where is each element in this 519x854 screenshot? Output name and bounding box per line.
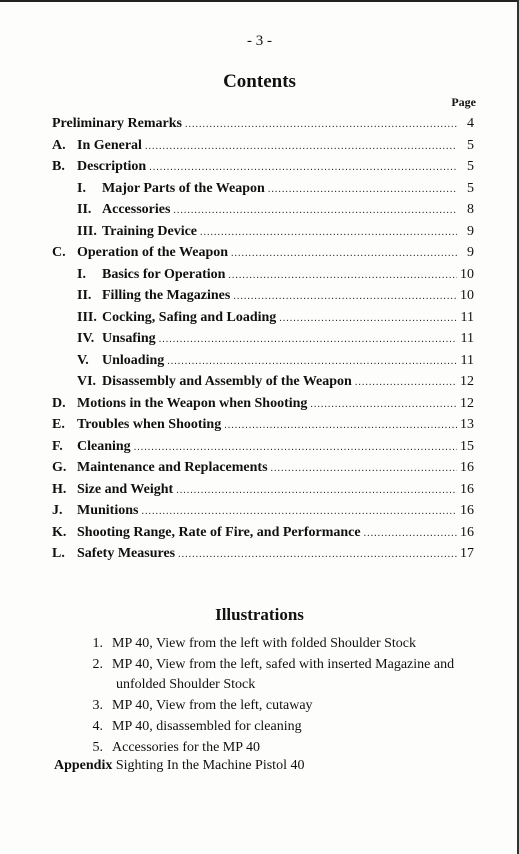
toc-entry-page: 10 [460, 266, 474, 282]
dot-leader [310, 396, 457, 412]
toc-entry-page: 11 [460, 352, 474, 368]
illustrations-list [70, 633, 490, 758]
toc-entry [52, 503, 474, 525]
illustration-item [70, 633, 490, 654]
toc-entry-letter: II. [77, 288, 92, 303]
appendix-text: Sighting In the Machine Pistol 40 [115, 758, 305, 773]
illustration-item [70, 737, 490, 758]
toc-entry-page: 9 [467, 223, 474, 239]
illustration-number: 4. [92, 719, 103, 734]
dot-leader [134, 439, 457, 455]
dot-leader [233, 288, 457, 304]
toc-entry-letter: B. [52, 159, 65, 174]
illustration-text: MP 40, View from the left with folded Shoulder Stock [112, 636, 417, 651]
toc-entry [52, 396, 474, 418]
illustration-item [70, 716, 490, 737]
toc-entry-letter: L. [52, 546, 65, 561]
dot-leader [185, 116, 457, 132]
page-number: - 3 - [247, 33, 272, 49]
toc-entry-letter: I. [77, 266, 86, 282]
toc-entry-label: Size and Weight [77, 481, 174, 497]
toc-entry-page: 12 [460, 395, 474, 411]
table-of-contents [52, 116, 474, 568]
toc-entry-letter: A. [52, 137, 66, 153]
toc-entry [52, 460, 474, 482]
toc-entry-label: Unsafing [102, 331, 156, 346]
dot-leader [173, 202, 457, 218]
toc-entry-page: 16 [460, 460, 474, 475]
toc-entry-label: Maintenance and Replacements [77, 460, 268, 475]
appendix-line [54, 758, 304, 774]
toc-entry-label: Basics for Operation [102, 266, 226, 282]
illustration-text-continued: unfolded Shoulder Stock [116, 677, 256, 692]
toc-entry-page: 12 [460, 374, 474, 389]
toc-entry-letter: IV. [77, 331, 95, 346]
dot-leader [231, 245, 457, 261]
toc-entry-label: Accessories [102, 202, 171, 217]
toc-entry-page: 16 [460, 481, 474, 497]
toc-entry-letter: D. [52, 395, 66, 411]
dot-leader [271, 460, 457, 476]
toc-entry [52, 417, 474, 439]
dot-leader [178, 546, 457, 562]
toc-entry-page: 11 [460, 331, 474, 346]
toc-entry-letter: III. [77, 223, 97, 239]
dot-leader [149, 159, 457, 175]
toc-entry-page: 10 [460, 288, 474, 303]
toc-entry-letter: H. [52, 481, 67, 497]
toc-entry [52, 181, 474, 203]
toc-entry-page: 5 [467, 180, 474, 196]
dot-leader [268, 181, 457, 197]
toc-entry [52, 310, 474, 332]
toc-entry-letter: C. [52, 245, 66, 260]
toc-entry-label: Major Parts of the Weapon [102, 180, 265, 196]
toc-entry [52, 546, 474, 568]
toc-entry-page: 9 [467, 245, 474, 260]
toc-entry-letter: K. [52, 524, 67, 540]
toc-entry-letter: III. [77, 309, 97, 325]
illustration-item [70, 654, 490, 675]
toc-entry-page: 17 [460, 546, 474, 561]
toc-entry-page: 8 [467, 202, 474, 217]
toc-entry-page: 5 [467, 159, 474, 174]
toc-entry [52, 138, 474, 160]
dot-leader [364, 525, 457, 541]
contents-title: Contents [223, 71, 296, 92]
toc-entry-letter: F. [52, 438, 63, 454]
toc-entry-letter: J. [52, 503, 63, 518]
toc-entry-label: Filling the Magazines [102, 288, 231, 303]
toc-entry-label: Motions in the Weapon when Shooting [77, 395, 308, 411]
appendix-label: Appendix [54, 758, 113, 773]
toc-entry-letter: I. [77, 180, 86, 196]
illustration-number: 3. [92, 698, 103, 713]
toc-entry-label: Cocking, Safing and Loading [102, 309, 277, 325]
toc-entry [52, 224, 474, 246]
toc-entry [52, 159, 474, 181]
toc-entry-page: 4 [467, 116, 474, 131]
toc-entry [52, 525, 474, 547]
dot-leader [355, 374, 457, 390]
illustration-number: 2. [92, 657, 103, 672]
dot-leader [159, 331, 457, 347]
illustration-text: MP 40, View from the left, safed with inserted Magazine and [112, 657, 455, 672]
toc-entry [52, 116, 474, 138]
dot-leader [141, 503, 457, 519]
toc-entry-page: 11 [460, 309, 474, 325]
toc-entry [52, 331, 474, 353]
toc-entry-label: Preliminary Remarks [52, 116, 182, 131]
toc-entry-label: Disassembly and Assembly of the Weapon [102, 374, 352, 389]
dot-leader [228, 267, 457, 283]
illustration-text: MP 40, View from the left, cutaway [112, 698, 313, 713]
illustrations-title: Illustrations [215, 605, 304, 624]
toc-entry-page: 16 [460, 503, 474, 518]
toc-entry-label: Unloading [102, 352, 165, 368]
illustration-text: MP 40, disassembled for cleaning [112, 719, 302, 734]
toc-entry-label: Description [77, 159, 147, 174]
toc-entry-page: 5 [467, 137, 474, 153]
toc-entry [52, 202, 474, 224]
dot-leader [224, 417, 457, 433]
toc-entry-label: Operation of the Weapon [77, 245, 229, 260]
toc-entry-label: Munitions [77, 503, 139, 518]
toc-entry-letter: II. [77, 202, 92, 217]
toc-entry-letter: G. [52, 460, 67, 475]
toc-entry-page: 16 [460, 524, 474, 540]
toc-entry [52, 288, 474, 310]
toc-entry-letter: V. [77, 352, 89, 368]
dot-leader [176, 482, 457, 498]
toc-entry-label: In General [77, 137, 142, 153]
dot-leader [145, 138, 457, 154]
toc-entry-label: Training Device [102, 223, 198, 239]
illustration-number: 1. [92, 636, 103, 651]
toc-entry-label: Troubles when Shooting [77, 417, 222, 432]
dot-leader [167, 353, 457, 369]
toc-entry [52, 245, 474, 267]
toc-entry-letter: E. [52, 417, 65, 432]
page-column-label: Page [451, 95, 476, 109]
toc-entry-label: Cleaning [77, 438, 131, 454]
toc-entry [52, 267, 474, 289]
dot-leader [279, 310, 457, 326]
scan-border-top [0, 0, 519, 2]
illustration-text: Accessories for the MP 40 [112, 740, 261, 755]
toc-entry-letter: VI. [77, 374, 97, 389]
toc-entry [52, 439, 474, 461]
illustration-item [70, 695, 490, 716]
dot-leader [200, 224, 457, 240]
toc-entry-label: Shooting Range, Rate of Fire, and Performance [77, 524, 361, 540]
toc-entry-page: 13 [460, 417, 474, 432]
toc-entry-label: Safety Measures [77, 546, 176, 561]
toc-entry-page: 15 [460, 438, 474, 454]
illustration-number: 5. [92, 740, 103, 755]
toc-entry [52, 374, 474, 396]
toc-entry [52, 482, 474, 504]
toc-entry [52, 353, 474, 375]
